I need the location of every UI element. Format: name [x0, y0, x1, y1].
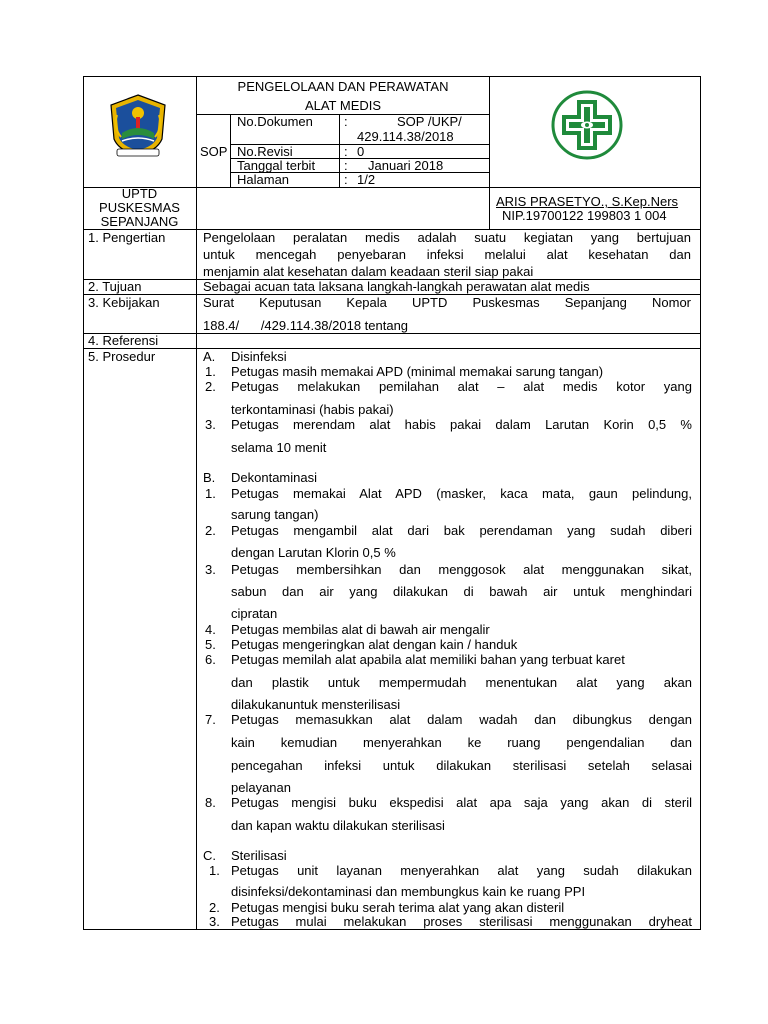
- b3-line3: cipratan: [231, 606, 278, 621]
- b3-num: 3.: [205, 562, 216, 577]
- a3-line1: Petugas merendam alat habis pakai dalam Larutan Korin 0,5 %: [231, 417, 692, 432]
- halaman-colon: :: [344, 172, 348, 187]
- b6-num: 6.: [205, 652, 216, 667]
- signer-name: ARIS PRASETYO., S.Kep.Ners: [496, 194, 679, 209]
- b4-num: 4.: [205, 622, 216, 637]
- c3-num: 3.: [209, 914, 220, 929]
- pengertian-text-line1: Pengelolaan peralatan medis adalah suatu kegiatan yang bertujuan: [203, 230, 691, 245]
- signer-nip: NIP.19700122 199803 1 004: [502, 208, 667, 223]
- c1-num: 1.: [209, 863, 220, 878]
- tanggal-terbit-label: Tanggal terbit: [237, 158, 316, 173]
- a2-num: 2.: [205, 379, 216, 394]
- header-divider-left: [196, 76, 197, 930]
- tanggal-terbit-colon: :: [344, 158, 348, 173]
- prosedur-b-letter: B.: [203, 470, 216, 485]
- b6-line2: dan plastik untuk mempermudah menentukan alat yang akan: [231, 675, 692, 690]
- label-kebijakan: 3. Kebijakan: [88, 295, 160, 310]
- kebijakan-text-line1: Surat Keputusan Kepala UPTD Puskesmas Sepanjang Nomor: [203, 295, 691, 310]
- no-dokumen-colon: :: [344, 114, 348, 129]
- b7-line3: pencegahan infeksi untuk dilakukan sterilisasi setelah selasai: [231, 758, 692, 773]
- a1-num: 1.: [205, 364, 216, 379]
- c2-num: 2.: [209, 900, 220, 915]
- doc-title-line2: ALAT MEDIS: [304, 98, 382, 113]
- sop-col-divider: [230, 114, 231, 188]
- tujuan-text: Sebagai acuan tata laksana langkah-langkah perawatan alat medis: [203, 279, 590, 294]
- a1-line1: Petugas masih memakai APD (minimal memakai sarung tangan): [231, 364, 604, 379]
- pengertian-text-line2: untuk mencegah penyebaran infeksi melalui alat kesehatan dan: [203, 247, 691, 262]
- no-dokumen-value: SOP /UKP/: [397, 114, 462, 129]
- b7-num: 7.: [205, 712, 216, 727]
- b7-line4: pelayanan: [231, 780, 291, 795]
- a3-num: 3.: [205, 417, 216, 432]
- b6-line1: Petugas memilah alat apabila alat memiliki bahan yang terbuat karet: [231, 652, 625, 667]
- label-referensi: 4. Referensi: [88, 333, 159, 348]
- b1-num: 1.: [205, 486, 216, 501]
- org-name-line3: SEPANJANG: [100, 214, 179, 229]
- c1-line1: Petugas unit layanan menyerahkan alat yang sudah dilakukan: [231, 863, 692, 878]
- outer-border-top: [83, 76, 701, 77]
- b7-line2: kain kemudian menyerahkan ke ruang pengendalian dan: [231, 735, 692, 750]
- org-name-line2: PUSKESMAS: [99, 200, 180, 215]
- doc-title-line1: PENGELOLAAN DAN PERAWATAN: [237, 79, 449, 94]
- b1-line2: sarung tangan): [231, 507, 319, 522]
- c2-line1: Petugas mengisi buku serah terima alat yang akan disteril: [231, 900, 565, 915]
- kebijakan-text-line2: 188.4/ /429.114.38/2018 tentang: [203, 318, 409, 333]
- row-referensi-bottom: [83, 348, 701, 349]
- b7-line1: Petugas memasukkan alat dalam wadah dan dibungkus dengan: [231, 712, 692, 727]
- prosedur-a-letter: A.: [203, 349, 216, 364]
- halaman-value: 1/2: [357, 172, 376, 187]
- pengertian-text-line3: menjamin alat kesehatan dalam keadaan steril siap pakai: [203, 264, 534, 279]
- no-dokumen-value-cont: 429.114.38/2018: [357, 129, 454, 144]
- puskesmas-green-cross-logo: [551, 90, 623, 160]
- no-revisi-value: 0: [357, 144, 365, 159]
- b8-line2: dan kapan waktu dilakukan sterilisasi: [231, 818, 445, 833]
- c3-line1: Petugas mulai melakukan proses sterilisasi menggunakan dryheat: [231, 914, 692, 929]
- no-dokumen-label: No.Dokumen: [237, 114, 313, 129]
- tanggal-terbit-value: Januari 2018: [368, 158, 444, 173]
- b5-line1: Petugas mengeringkan alat dengan kain / handuk: [231, 637, 518, 652]
- prosedur-b-title: Dekontaminasi: [231, 470, 317, 485]
- b2-line1: Petugas mengambil alat dari bak perendaman yang sudah diberi: [231, 523, 692, 538]
- label-pengertian: 1. Pengertian: [88, 230, 166, 245]
- b4-line1: Petugas membilas alat di bawah air mengalir: [231, 622, 490, 637]
- halaman-label: Halaman: [237, 172, 290, 187]
- b8-line1: Petugas mengisi buku ekspedisi alat apa saja yang akan di steril: [231, 795, 692, 810]
- b3-line1: Petugas membersihkan dan menggosok alat menggunakan sikat,: [231, 562, 692, 577]
- org-name-line1: UPTD: [121, 186, 158, 201]
- label-prosedur: 5. Prosedur: [88, 349, 156, 364]
- prosedur-c-letter: C.: [203, 848, 216, 863]
- b1-line1: Petugas memakai Alat APD (masker, kaca mata, gaun pelindung,: [231, 486, 692, 501]
- label-tujuan: 2. Tujuan: [88, 279, 142, 294]
- no-revisi-colon: :: [344, 144, 348, 159]
- outer-border-right: [700, 76, 701, 930]
- b6-line3: dilakukanuntuk mensterilisasi: [231, 697, 401, 712]
- prosedur-a-title: Disinfeksi: [231, 349, 287, 364]
- regency-seal-logo: [107, 93, 169, 159]
- b2-line2: dengan Larutan Klorin 0,5 %: [231, 545, 396, 560]
- b5-num: 5.: [205, 637, 216, 652]
- a2-line1: Petugas melakukan pemilahan alat – alat medis kotor yang: [231, 379, 692, 394]
- outer-border-bottom: [83, 929, 701, 930]
- b3-line2: sabun dan air yang dilakukan di bawah air untuk menghindari: [231, 584, 692, 599]
- no-revisi-label: No.Revisi: [237, 144, 293, 159]
- b8-num: 8.: [205, 795, 216, 810]
- row-kebijakan-bottom: [83, 333, 701, 334]
- meta-col-divider: [339, 114, 340, 188]
- b2-num: 2.: [205, 523, 216, 538]
- a2-line2: terkontaminasi (habis pakai): [231, 402, 394, 417]
- c1-line2: disinfeksi/dekontaminasi dan membungkus kain ke ruang PPI: [231, 884, 586, 899]
- sop-label: SOP: [200, 144, 228, 159]
- prosedur-c-title: Sterilisasi: [231, 848, 287, 863]
- a3-line2: selama 10 menit: [231, 440, 327, 455]
